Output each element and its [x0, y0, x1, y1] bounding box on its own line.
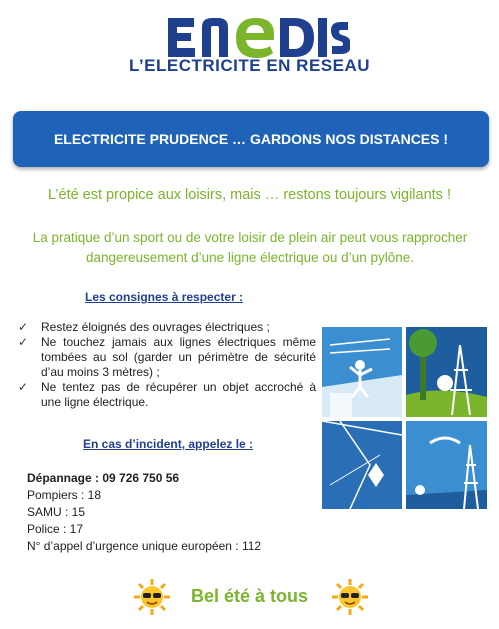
depannage-number: Dépannage : 09 726 750 56 — [27, 471, 180, 485]
intro-line-2: La pratique d’un sport ou de votre loisir de plein air peut vous rapprocher dangereusement d’une ligne électrique ou d’un pylône. — [32, 230, 468, 265]
banner-text: ELECTRICITE PRUDENCE … GARDONS NOS DISTANCES ! — [53, 131, 449, 147]
european-emergency-number: N° d’appel d’urgence unique européen : 112 — [27, 539, 262, 553]
consignes-title: Les consignes à respecter : — [85, 290, 244, 304]
intro-line-1: L’été est propice aux loisirs, mais … restons toujours vigilants ! — [48, 187, 451, 203]
safety-illustration — [320, 325, 489, 511]
emergency-contacts — [27, 470, 261, 555]
pompiers-number: Pompiers : 18 — [27, 488, 102, 502]
samu-number: SAMU : 15 — [27, 505, 86, 519]
police-number: Police : 17 — [27, 522, 84, 536]
list-item — [18, 380, 316, 410]
consignes-list — [18, 320, 316, 410]
footer-text: Bel été à tous — [190, 586, 309, 606]
headline-banner — [13, 111, 489, 167]
incident-title: En cas d’incident, appelez le : — [83, 437, 254, 451]
consigne-text: Restez éloignés des ouvrages électriques ; — [41, 320, 270, 334]
brand-tagline: L’ELECTRICITE EN RESEAU — [128, 56, 371, 75]
check-icon: ✓ — [18, 320, 29, 334]
list-item — [18, 320, 316, 335]
list-item — [18, 335, 316, 380]
consigne-text: Ne touchez jamais aux lignes électriques même tombées au sol (garder un périmètre de sécurité d’au moins 3 mètres) ; — [41, 335, 316, 379]
sun-with-sunglasses-icon — [331, 578, 369, 616]
check-icon: ✓ — [18, 380, 29, 394]
check-icon: ✓ — [18, 335, 29, 349]
footer — [0, 578, 499, 618]
consigne-text: Ne tentez pas de récupérer un objet accroché à une ligne électrique. — [41, 380, 316, 409]
